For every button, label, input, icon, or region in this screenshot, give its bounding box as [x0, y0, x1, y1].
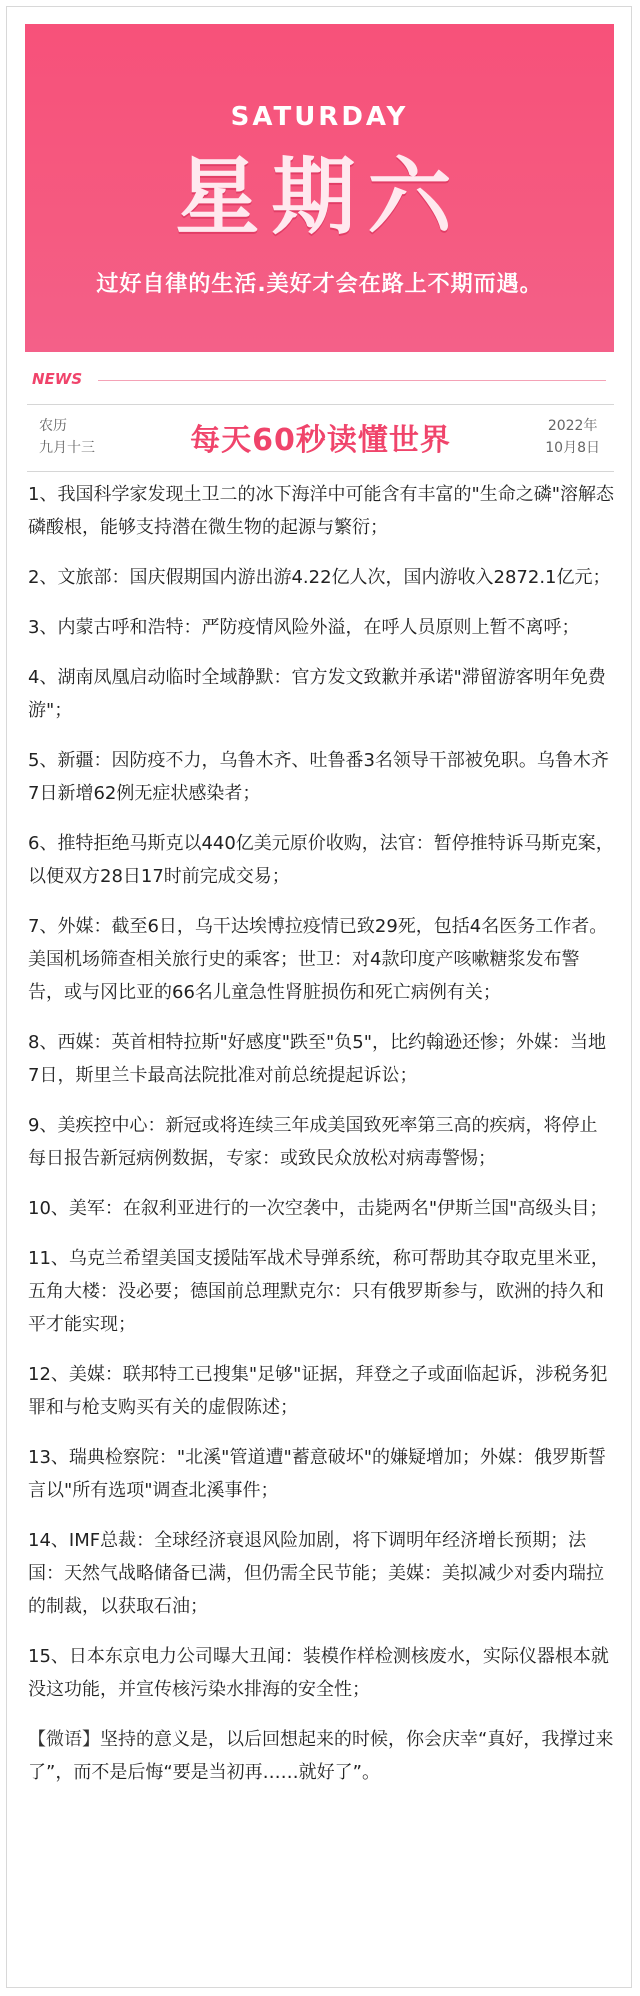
- gregorian-date-block: [545, 415, 600, 459]
- news-item-4: 4、湖南凤凰启动临时全域静默：官方发文致歉并承诺"滞留游客明年免费游"；: [28, 667, 606, 721]
- quote-tag: 【微语】: [28, 1729, 100, 1750]
- news-item-12: 12、美媒：联邦特工已搜集"足够"证据，拜登之子或面临起诉，涉税务犯罪和与枪支购买有关的虚假陈述；: [28, 1364, 608, 1418]
- news-item-15: 15、日本东京电力公司曝大丑闻：装模作样检测核废水，实际仪器根本就没这功能，并宣传核污染水排海的安全性；: [28, 1646, 609, 1700]
- title-bar: [27, 404, 614, 472]
- news-tag: NEWS: [32, 370, 83, 388]
- lunar-date: 九月十三: [39, 440, 95, 456]
- news-item-14: 14、IMF总裁：全球经济衰退风险加剧，将下调明年经济增长预期；法国：天然气战略储备已满，但仍需全民节能；美媒：美拟减少对委内瑞拉的制裁，以获取石油；: [28, 1530, 604, 1617]
- date-day: 10月8日: [545, 440, 600, 456]
- news-list: [28, 478, 614, 1807]
- news-item-3: 3、内蒙古呼和浩特：严防疫情风险外溢，在呼人员原则上暂不离呼；: [28, 617, 580, 638]
- news-item-9: 9、美疾控中心：新冠或将连续三年成美国致死率第三高的疾病，将停止每日报告新冠病例数据，专家：或致民众放松对病毒警惕；: [28, 1115, 598, 1169]
- quote-text: 坚持的意义是，以后回想起来的时候，你会庆幸“真好，我撑过来了”，而不是后悔“要是当初再……就好了”。: [28, 1729, 614, 1783]
- news-item-1: 1、我国科学家发现土卫二的冰下海洋中可能含有丰富的"生命之磷"溶解态磷酸根，能够支持潜在微生物的起源与繁衍；: [28, 484, 615, 538]
- news-item-10: 10、美军：在叙利亚进行的一次空袭中，击毙两名"伊斯兰国"高级头目；: [28, 1198, 608, 1219]
- news-item-6: 6、推特拒绝马斯克以440亿美元原价收购，法官：暂停推特诉马斯克案，以便双方28日17时前完成交易；: [28, 833, 614, 887]
- news-item-11: 11、乌克兰希望美国支援陆军战术导弹系统，称可帮助其夺取克里米亚，五角大楼：没必要；德国前总理默克尔：只有俄罗斯参与，欧洲的持久和平才能实现；: [28, 1248, 609, 1335]
- news-item-7: 7、外媒：截至6日，乌干达埃博拉疫情已致29死，包括4名医务工作者。美国机场筛查相关旅行史的乘客；世卫：对4款印度产咳嗽糖浆发布警告，或与冈比亚的66名儿童急性肾脏损伤和死亡病例有关；: [28, 916, 608, 1003]
- news-item-5: 5、新疆：因防疫不力，乌鲁木齐、吐鲁番3名领导干部被免职。乌鲁木齐7日新增62例无症状感染者；: [28, 750, 609, 804]
- lunar-label: 农历: [39, 418, 67, 434]
- news-divider: [98, 380, 606, 381]
- weekday-english: SATURDAY: [230, 102, 409, 132]
- header-banner: [25, 24, 614, 352]
- banner-slogan: 过好自律的生活.美好才会在路上不期而遇。: [96, 272, 543, 297]
- news-item-8: 8、西媒：英首相特拉斯"好感度"跌至"负5"，比约翰逊还惨；外媒：当地7日，斯里兰卡最高法院批准对前总统提起诉讼；: [28, 1032, 607, 1086]
- page-title: 每天60秒读懂世界: [190, 423, 451, 458]
- date-year: 2022年: [547, 418, 598, 434]
- news-item-2: 2、文旅部：国庆假期国内游出游4.22亿人次，国内游收入2872.1亿元；: [28, 567, 611, 588]
- daily-quote: [28, 1723, 614, 1789]
- news-item-13: 13、瑞典检察院："北溪"管道遭"蓄意破坏"的嫌疑增加；外媒：俄罗斯誓言以"所有选项"调查北溪事件；: [28, 1447, 607, 1501]
- weekday-chinese: 星期六: [175, 148, 464, 246]
